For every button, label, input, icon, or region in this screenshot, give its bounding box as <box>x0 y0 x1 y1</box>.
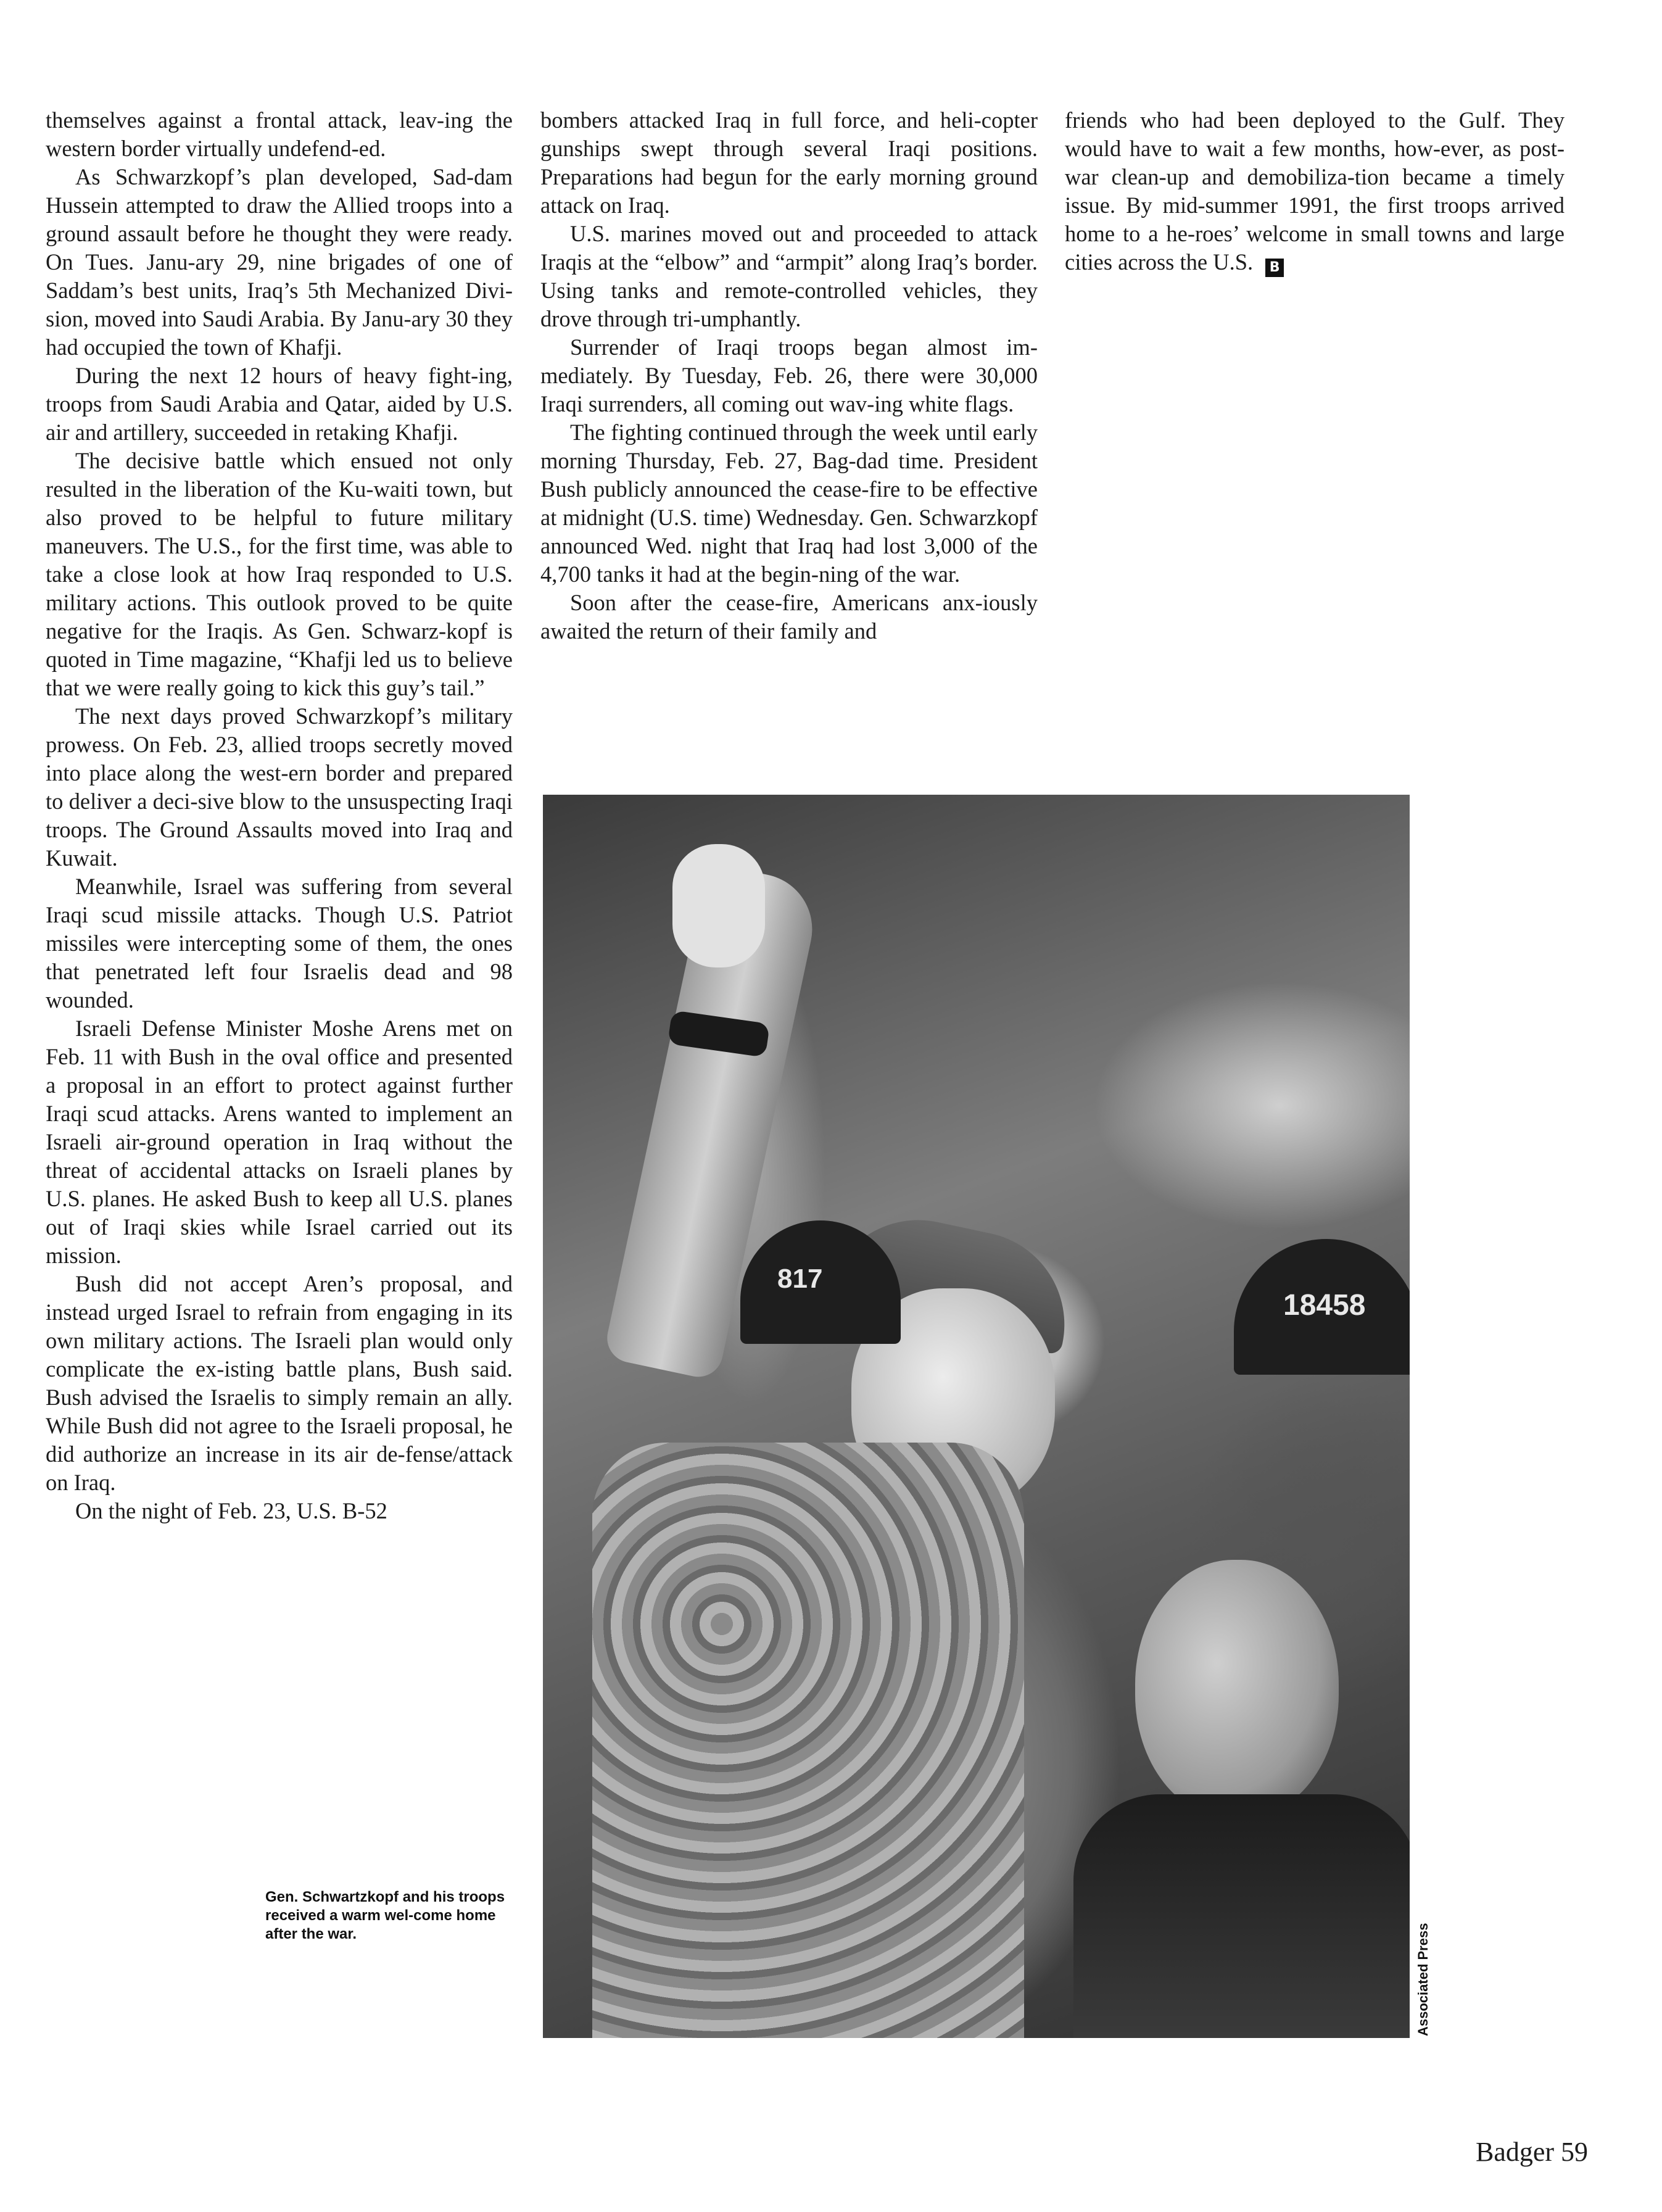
bystander-head <box>1135 1560 1339 1819</box>
photo-credit: Associated Press <box>1415 1923 1431 2036</box>
helmet-number: 817 <box>777 1264 823 1294</box>
paragraph: Soon after the cease-fire, Americans anx-iously awaited the return of their family and <box>540 590 1038 644</box>
paragraph: Surrender of Iraqi troops began almost im-mediately. By Tuesday, Feb. 26, there were 30,000 Iraqi surrenders, all coming out wav-ing white flags. <box>540 334 1038 416</box>
article-column-3 <box>1065 106 1565 277</box>
police-helmet-right <box>1234 1239 1410 1375</box>
bystander-body <box>1073 1794 1410 2038</box>
paragraph: Meanwhile, Israel was suffering from several Iraqi scud missile attacks. Though U.S. Patriot missiles were intercepting some of them, the ones that penetrated left four Israelis dead and 98 wounded. <box>46 874 513 1013</box>
camouflage-uniform <box>592 1443 1024 2038</box>
paragraph: The next days proved Schwarzkopf’s military prowess. On Feb. 23, allied troops secretly moved into place along the west-ern border and prepared to deliver a deci-sive blow to the unsuspecting Iraqi troops. The Ground Assaults moved into Iraq and Kuwait. <box>46 703 513 871</box>
paragraph: themselves against a frontal attack, leav-ing the western border virtually undefend-ed. <box>46 107 513 161</box>
paragraph: During the next 12 hours of heavy fight-ing, troops from Saudi Arabia and Qatar, aided by U.S. air and artillery, succeeded in retaking Khafji. <box>46 363 513 445</box>
end-mark-icon: B <box>1265 259 1284 277</box>
article-column-1 <box>46 106 513 1525</box>
news-photo <box>543 795 1410 2038</box>
helmet-number: 18458 <box>1283 1289 1366 1322</box>
paragraph: bombers attacked Iraq in full force, and heli-copter gunships swept through several Iraqi positions. Preparations had begun for the early morning ground attack on Iraq. <box>540 107 1038 218</box>
paragraph: Bush did not accept Aren’s proposal, and instead urged Israel to refrain from engaging in its own military actions. The Israeli plan would only complicate the ex-isting battle plans, Bush said. Bush advised the Israelis to simply remain an ally. While Bush did not agree to the Israeli proposal, he did authorize an increase in its air de-fense/attack on Iraq. <box>46 1271 513 1495</box>
paragraph-text: friends who had been deployed to the Gulf. They would have to wait a few months, how-ever, as post-war clean-up and demobiliza-tion became a timely issue. By mid-summer 1991, the first troops arrived home to a he-roes’ welcome in small towns and large cities across the U.S. <box>1065 107 1565 275</box>
fist <box>672 844 765 967</box>
paragraph: The decisive battle which ensued not only resulted in the liberation of the Ku-waiti town, but also proved to be helpful to future military maneuvers. The U.S., for the first time, was able to take a close look at how Iraq responded to U.S. military actions. This outlook proved to be quite negative for the Iraqis. As Gen. Schwarz-kopf is quoted in Time magazine, “Khafji led us to believe that we were really going to kick this guy’s tail.” <box>46 448 513 700</box>
paragraph: The fighting continued through the week until early morning Thursday, Feb. 27, Bag-dad time. President Bush publicly announced the cease-fire to be effective at midnight (U.S. time) Wednesday. Gen. Schwarzkopf announced Wed. night that Iraq had lost 3,000 of the 4,700 tanks it had at the begin-ning of the war. <box>540 420 1038 587</box>
article-column-2 <box>540 106 1038 645</box>
paragraph: U.S. marines moved out and proceeded to attack Iraqis at the “elbow” and “armpit” along Iraq’s border. Using tanks and remote-controlled vehicles, they drove through tri-umphantly. <box>540 221 1038 331</box>
paragraph: On the night of Feb. 23, U.S. B-52 <box>75 1498 387 1523</box>
page-folio: Badger 59 <box>1476 2137 1589 2167</box>
paragraph <box>1065 106 1565 277</box>
paragraph: Israeli Defense Minister Moshe Arens met on Feb. 11 with Bush in the oval office and presented a proposal in an effort to protect against further Iraqi scud attacks. Arens wanted to implement an Israeli air-ground operation in Iraq without the threat of accidental attacks on Israeli planes by U.S. planes. He asked Bush to keep all U.S. planes out of Iraqi skies while Israel carried out its mission. <box>46 1016 513 1268</box>
photo-caption: Gen. Schwartzkopf and his troops received a warm wel-come home after the war. <box>265 1889 505 1942</box>
paragraph: As Schwarzkopf’s plan developed, Sad-dam Hussein attempted to draw the Allied troops into a ground assault before he thought they were ready. On Tues. Janu-ary 29, nine brigades of one of Saddam’s best units, Iraq’s 5th Mechanized Divi-sion, moved into Saudi Arabia. By Janu-ary 30 they had occupied the town of Khafji. <box>46 164 513 360</box>
